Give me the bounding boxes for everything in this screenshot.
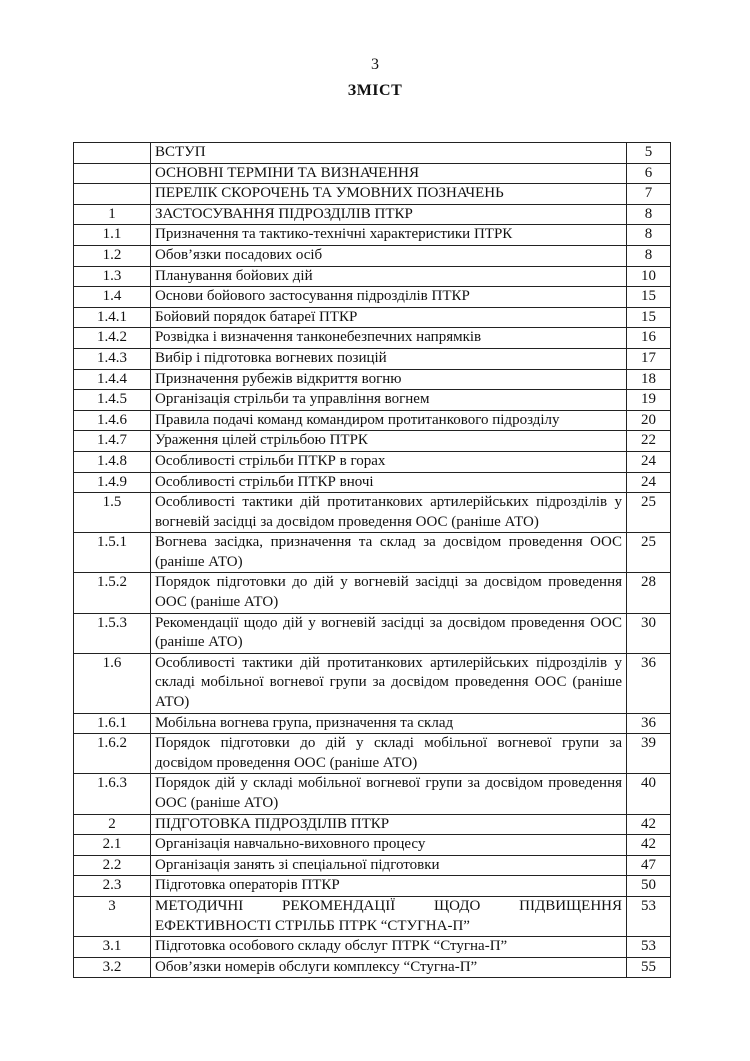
toc-row-page: 24 bbox=[627, 451, 671, 472]
toc-row-title: Підготовка особового складу обслуг ПТРК “Стугна-П” bbox=[151, 937, 627, 958]
toc-row-title: Підготовка операторів ПТКР bbox=[151, 876, 627, 897]
toc-row-number: 2 bbox=[74, 814, 151, 835]
toc-row-number: 1.5.2 bbox=[74, 573, 151, 613]
toc-row-number: 3.1 bbox=[74, 937, 151, 958]
toc-row bbox=[74, 369, 671, 390]
toc-row bbox=[74, 225, 671, 246]
toc-row-page: 5 bbox=[627, 143, 671, 164]
toc-row-page: 8 bbox=[627, 245, 671, 266]
toc-row-number bbox=[74, 143, 151, 164]
toc-row bbox=[74, 472, 671, 493]
toc-row bbox=[74, 143, 671, 164]
toc-row-title: Обов’язки посадових осіб bbox=[151, 245, 627, 266]
toc-row bbox=[74, 533, 671, 573]
toc-row-number: 1.4.2 bbox=[74, 328, 151, 349]
toc-row bbox=[74, 835, 671, 856]
toc-row-title: Обов’язки номерів обслуги комплексу “Стугна-П” bbox=[151, 957, 627, 978]
toc-row bbox=[74, 734, 671, 774]
toc-row-page: 36 bbox=[627, 713, 671, 734]
toc-row-number: 1.5.1 bbox=[74, 533, 151, 573]
toc-row-title: Основи бойового застосування підрозділів ПТКР bbox=[151, 287, 627, 308]
toc-row-title: Правила подачі команд командиром протитанкового підрозділу bbox=[151, 410, 627, 431]
toc-row-title: Організація навчально-виховного процесу bbox=[151, 835, 627, 856]
toc-row bbox=[74, 814, 671, 835]
toc-row bbox=[74, 184, 671, 205]
toc-row-number: 1.6 bbox=[74, 653, 151, 713]
toc-row-page: 25 bbox=[627, 533, 671, 573]
toc-row bbox=[74, 245, 671, 266]
toc-row-number: 1.1 bbox=[74, 225, 151, 246]
toc-row-number: 1.4.1 bbox=[74, 307, 151, 328]
toc-row-number: 3.2 bbox=[74, 957, 151, 978]
toc-row-page: 15 bbox=[627, 287, 671, 308]
toc-row-page: 40 bbox=[627, 774, 671, 814]
toc-row-number: 1.4.4 bbox=[74, 369, 151, 390]
toc-row-number: 1.4.7 bbox=[74, 431, 151, 452]
toc-row-number: 1.5 bbox=[74, 493, 151, 533]
toc-row-number: 1.6.3 bbox=[74, 774, 151, 814]
toc-row bbox=[74, 896, 671, 936]
toc-row-title: Вогнева засідка, призначення та склад за досвідом проведення ООС (раніше АТО) bbox=[151, 533, 627, 573]
toc-row bbox=[74, 163, 671, 184]
toc-row-page: 16 bbox=[627, 328, 671, 349]
toc-row-title: ВСТУП bbox=[151, 143, 627, 164]
toc-row-number: 1.6.1 bbox=[74, 713, 151, 734]
toc-row-number bbox=[74, 184, 151, 205]
toc-row bbox=[74, 573, 671, 613]
toc-row-number: 1.3 bbox=[74, 266, 151, 287]
toc-row bbox=[74, 390, 671, 411]
toc-row-page: 6 bbox=[627, 163, 671, 184]
toc-row-title: Планування бойових дій bbox=[151, 266, 627, 287]
toc-row-number: 3 bbox=[74, 896, 151, 936]
toc-row-page: 30 bbox=[627, 613, 671, 653]
toc-row-title: МЕТОДИЧНІ РЕКОМЕНДАЦІЇ ЩОДО ПІДВИЩЕННЯ ЕФЕКТИВНОСТІ СТРІЛЬБ ПТРК “СТУГНА-П” bbox=[151, 896, 627, 936]
toc-row-page: 17 bbox=[627, 348, 671, 369]
toc-title: ЗМІСТ bbox=[347, 82, 403, 99]
toc-row bbox=[74, 613, 671, 653]
toc-row-title: Бойовий порядок батареї ПТКР bbox=[151, 307, 627, 328]
toc-row-title: Організація стрільби та управління вогнем bbox=[151, 390, 627, 411]
toc-row-number: 1.4.5 bbox=[74, 390, 151, 411]
toc-row-page: 8 bbox=[627, 225, 671, 246]
toc-row-title: Розвідка і визначення танконебезпечних напрямків bbox=[151, 328, 627, 349]
toc-row-number: 1.4.6 bbox=[74, 410, 151, 431]
toc-row bbox=[74, 876, 671, 897]
toc-row bbox=[74, 957, 671, 978]
toc-row-title: ПЕРЕЛІК СКОРОЧЕНЬ ТА УМОВНИХ ПОЗНАЧЕНЬ bbox=[151, 184, 627, 205]
toc-row-title: Порядок дій у складі мобільної вогневої групи за досвідом проведення ООС (раніше АТО) bbox=[151, 774, 627, 814]
toc-row-title: Ураження цілей стрільбою ПТРК bbox=[151, 431, 627, 452]
toc-row-page: 42 bbox=[627, 814, 671, 835]
toc-row-page: 55 bbox=[627, 957, 671, 978]
toc-row-page: 18 bbox=[627, 369, 671, 390]
toc-row bbox=[74, 204, 671, 225]
toc-row-number: 2.1 bbox=[74, 835, 151, 856]
toc-row-number: 1.5.3 bbox=[74, 613, 151, 653]
toc-row-page: 47 bbox=[627, 855, 671, 876]
toc-row-number: 1.4.3 bbox=[74, 348, 151, 369]
toc-row bbox=[74, 287, 671, 308]
toc-row bbox=[74, 328, 671, 349]
toc-row bbox=[74, 855, 671, 876]
toc-row-page: 20 bbox=[627, 410, 671, 431]
toc-row-number: 1.6.2 bbox=[74, 734, 151, 774]
toc-row bbox=[74, 431, 671, 452]
toc-row-number: 1.4.9 bbox=[74, 472, 151, 493]
toc-body bbox=[74, 143, 671, 978]
toc-row-title: Порядок підготовки до дій у вогневій засідці за досвідом проведення ООС (раніше АТО) bbox=[151, 573, 627, 613]
toc-row-page: 8 bbox=[627, 204, 671, 225]
page-number: 3 bbox=[371, 56, 379, 73]
toc-row-number bbox=[74, 163, 151, 184]
toc-row-title: Мобільна вогнева група, призначення та склад bbox=[151, 713, 627, 734]
toc-row-number: 1.2 bbox=[74, 245, 151, 266]
toc-row-page: 25 bbox=[627, 493, 671, 533]
toc-row-page: 39 bbox=[627, 734, 671, 774]
toc-row-title: Особливості стрільби ПТКР в горах bbox=[151, 451, 627, 472]
toc-row-page: 28 bbox=[627, 573, 671, 613]
toc-row bbox=[74, 493, 671, 533]
toc-row bbox=[74, 307, 671, 328]
toc-row bbox=[74, 348, 671, 369]
toc-row-title: Призначення рубежів відкриття вогню bbox=[151, 369, 627, 390]
toc-row-page: 42 bbox=[627, 835, 671, 856]
toc-table bbox=[73, 142, 671, 978]
toc-row-title: Порядок підготовки до дій у складі мобільної вогневої групи за досвідом проведення ООС (раніше АТО) bbox=[151, 734, 627, 774]
toc-row bbox=[74, 451, 671, 472]
toc-row bbox=[74, 410, 671, 431]
toc-row-page: 15 bbox=[627, 307, 671, 328]
toc-row-title: ОСНОВНІ ТЕРМІНИ ТА ВИЗНАЧЕННЯ bbox=[151, 163, 627, 184]
toc-row-title: Особливості тактики дій протитанкових артилерійських підрозділів у складі мобільної вогневої групи за досвідом проведення ООС (раніше АТО) bbox=[151, 653, 627, 713]
toc-row-page: 36 bbox=[627, 653, 671, 713]
toc-row-page: 24 bbox=[627, 472, 671, 493]
toc-row-title: Вибір і підготовка вогневих позицій bbox=[151, 348, 627, 369]
toc-row-title: Особливості стрільби ПТКР вночі bbox=[151, 472, 627, 493]
toc-row-page: 19 bbox=[627, 390, 671, 411]
toc-row bbox=[74, 266, 671, 287]
toc-row-number: 1.4 bbox=[74, 287, 151, 308]
toc-row-page: 50 bbox=[627, 876, 671, 897]
toc-row-title: ЗАСТОСУВАННЯ ПІДРОЗДІЛІВ ПТКР bbox=[151, 204, 627, 225]
toc-row-number: 2.3 bbox=[74, 876, 151, 897]
toc-row bbox=[74, 713, 671, 734]
toc-row-number: 2.2 bbox=[74, 855, 151, 876]
toc-row-title: Особливості тактики дій протитанкових артилерійських підрозділів у вогневій засідці за досвідом проведення ООС (раніше АТО) bbox=[151, 493, 627, 533]
toc-row-page: 53 bbox=[627, 896, 671, 936]
toc-row bbox=[74, 937, 671, 958]
toc-row-number: 1 bbox=[74, 204, 151, 225]
toc-row-title: Призначення та тактико-технічні характеристики ПТРК bbox=[151, 225, 627, 246]
toc-row-title: Організація занять зі спеціальної підготовки bbox=[151, 855, 627, 876]
toc-row-title: ПІДГОТОВКА ПІДРОЗДІЛІВ ПТКР bbox=[151, 814, 627, 835]
toc-row bbox=[74, 653, 671, 713]
toc-row bbox=[74, 774, 671, 814]
toc-row-page: 10 bbox=[627, 266, 671, 287]
toc-row-number: 1.4.8 bbox=[74, 451, 151, 472]
toc-row-page: 22 bbox=[627, 431, 671, 452]
toc-row-page: 53 bbox=[627, 937, 671, 958]
toc-row-title: Рекомендації щодо дій у вогневій засідці за досвідом проведення ООС (раніше АТО) bbox=[151, 613, 627, 653]
toc-row-page: 7 bbox=[627, 184, 671, 205]
